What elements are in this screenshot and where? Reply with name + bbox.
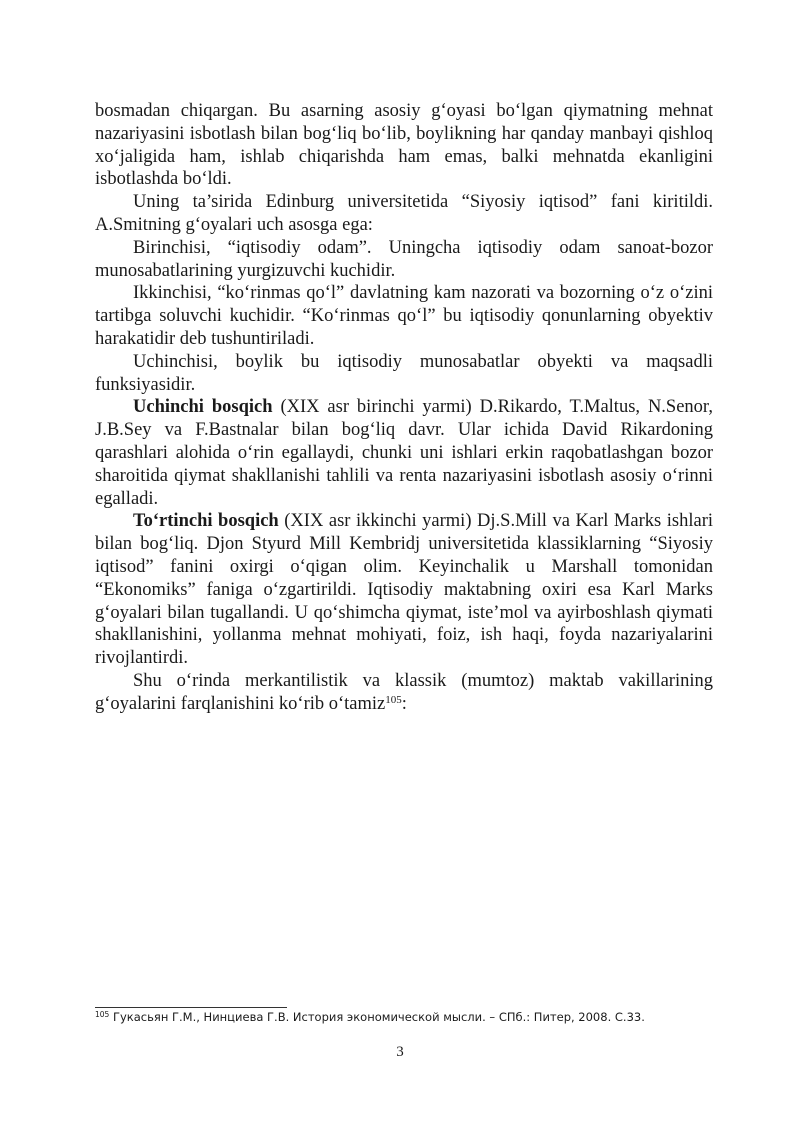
page-number: 3 (396, 1044, 404, 1060)
paragraph-text: Shu o‘rinda merkantilistik va klassik (mumtoz) maktab vakillarining g‘oyalarini farqlanishini ko‘rib o‘tamiz (95, 670, 713, 714)
paragraph-1 (95, 100, 713, 191)
paragraph-4 (95, 282, 713, 350)
footnote-number: 105 (95, 1010, 110, 1019)
stage-heading: Uchinchi bosqich (133, 397, 273, 418)
paragraph-8 (95, 670, 713, 716)
paragraph-text: Birinchisi, “iqtisodiy odam”. Uningcha iqtisodiy odam sanoat-bozor munosabatlarining yurgizuvchi kuchidir. (95, 237, 713, 281)
stage-heading: To‘rtinchi bosqich (133, 511, 279, 532)
paragraph-trailing: : (401, 693, 407, 714)
paragraph-6 (95, 396, 713, 510)
paragraph-text: Uchinchisi, boylik bu iqtisodiy munosabatlar obyekti va maqsadli funksiyasidir. (95, 351, 713, 395)
paragraph-5 (95, 351, 713, 397)
footnote-text: Гукасьян Г.М., Нинциева Г.В. История экономической мысли. – СПб.: Питер, 2008. С.33. (109, 1010, 645, 1024)
paragraph-text: (XIX asr birinchi yarmi) D.Rikardo, T.Maltus, N.Senor, J.B.Sey va F.Bastnalar bilan bog‘liq davr. Ular ichida David Rikardoning qarashlari alohida o‘rin egallaydi, chunki uni ishlari erkin raqobatlashgan bozor sharoitida qiymat shakllanishi tahlili va renta nazariyasini isbotlash asosiy o‘rinni egalladi. (95, 397, 713, 509)
footnote-separator (95, 1007, 287, 1008)
footnote (95, 1010, 735, 1024)
paragraph-text: Ikkinchisi, “ko‘rinmas qo‘l” davlatning kam nazorati va bozorning o‘z o‘zini tartibga soluvchi kuchidir. “Ko‘rinmas qo‘l” bu iqtisodiy qonunlarning obyektiv harakatidir deb tushuntiriladi. (95, 283, 713, 349)
paragraph-7 (95, 510, 713, 670)
paragraph-2 (95, 191, 713, 237)
document-body (95, 100, 713, 716)
paragraph-text: Uning ta’sirida Edinburg universitetida “Siyosiy iqtisod” fani kiritildi. A.Smitning g‘oyalari uch asosga ega: (95, 192, 713, 235)
paragraph-text: bosmadan chiqargan. Bu asarning asosiy g‘oyasi bo‘lgan qiymatning mehnat nazariyasini isbotlash bilan bog‘liq bo‘lib, boylikning har qanday manbayi qishloq xo‘jaligida ham, ishlab chiqarishda ham emas, balki mehnatda ekanligini isbotlashda bo‘ldi. (95, 101, 713, 190)
footnote-reference[interactable]: 105 (385, 693, 402, 706)
paragraph-3 (95, 237, 713, 283)
paragraph-text: (XIX asr ikkinchi yarmi) Dj.S.Mill va Karl Marks ishlari bilan bog‘liq. Djon Styurd Mill Kembridj universitetida klassiklarning “Siyosiy iqtisod” fanini oxirgi o‘qigan olim. Keyinchalik u Marshall tomonidan “Ekonomiks” faniga o‘zgartirildi. Iqtisodiy maktabning oxiri esa Karl Marks g‘oyalari bilan tugallandi. U qo‘shimcha qiymat, iste’mol va ayirboshlash qiymati shakllanishini, yollanma mehnat mohiyati, foiz, ish haqi, foyda nazariyalarini rivojlantirdi. (95, 511, 713, 669)
